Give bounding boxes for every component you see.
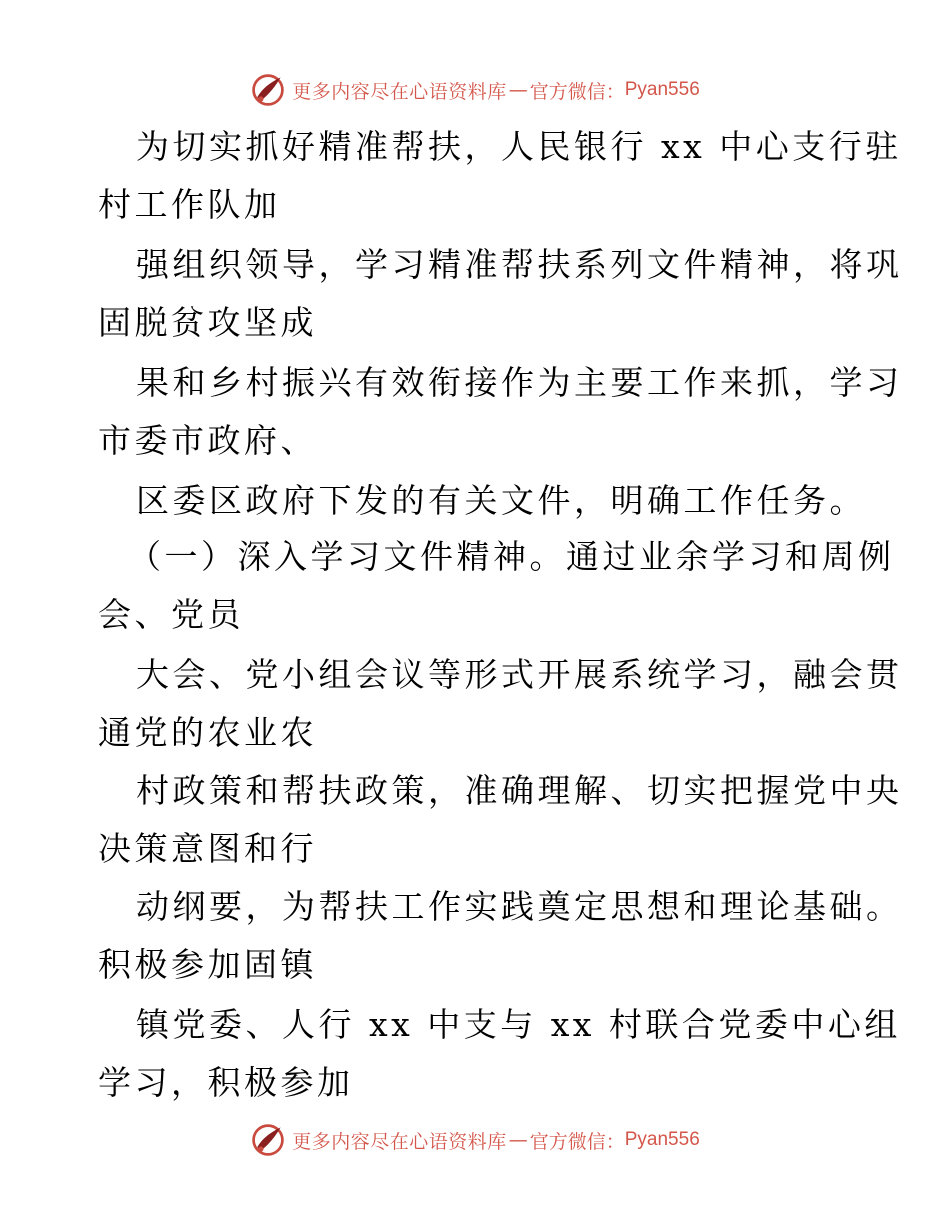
text-line: 区委区政府下发的有关文件，明确工作任务。 <box>136 481 866 520</box>
banner-wechat-id: Pyan556 <box>624 79 700 100</box>
banner-wechat-label: 官方微信： <box>529 80 625 103</box>
text-line: 果和乡村振兴有效衔接作为主要工作来抓，学习 <box>136 363 903 402</box>
text-line: 强组织领导，学习精准帮扶系列文件精神，将巩 <box>136 245 903 284</box>
text-line: 学习，积极参加 <box>98 1063 354 1102</box>
text-line: 动纲要，为帮扶工作实践奠定思想和理论基础。 <box>136 887 903 926</box>
text-line: 通党的农业农 <box>98 713 317 752</box>
text-line: 积极参加固镇 <box>98 945 317 984</box>
text-line: 市委市政府、 <box>98 421 317 460</box>
text-line: 村政策和帮扶政策，准确理解、切实把握党中央 <box>136 771 903 810</box>
header-banner <box>0 68 950 112</box>
header-banner-text <box>292 77 700 104</box>
text-line: （一）深入学习文件精神。通过业余学习和周例 <box>128 537 895 576</box>
text-line: 镇党委、人行 xx 中支与 xx 村联合党委中心组 <box>136 1005 901 1044</box>
text-line: 村工作队加 <box>98 185 281 224</box>
text-line: 大会、党小组会议等形式开展系统学习，融会贯 <box>136 655 903 694</box>
text-line: 为切实抓好精准帮扶，人民银行 xx 中心支行驻 <box>136 127 902 166</box>
brush-logo-icon <box>250 72 286 108</box>
banner-wechat-id: Pyan556 <box>624 1129 700 1150</box>
banner-title: 更多内容尽在心语资料库 <box>292 1130 507 1153</box>
text-line: 会、党员 <box>98 595 244 634</box>
banner-separator: — <box>508 79 528 101</box>
text-line: 决策意图和行 <box>98 829 317 868</box>
text-line: 固脱贫攻坚成 <box>98 303 317 342</box>
banner-separator: — <box>508 1129 528 1151</box>
footer-banner-text <box>292 1127 700 1154</box>
brush-logo-icon <box>250 1122 286 1158</box>
banner-wechat-label: 官方微信： <box>529 1130 625 1153</box>
footer-banner <box>0 1118 950 1162</box>
banner-title: 更多内容尽在心语资料库 <box>292 80 507 103</box>
